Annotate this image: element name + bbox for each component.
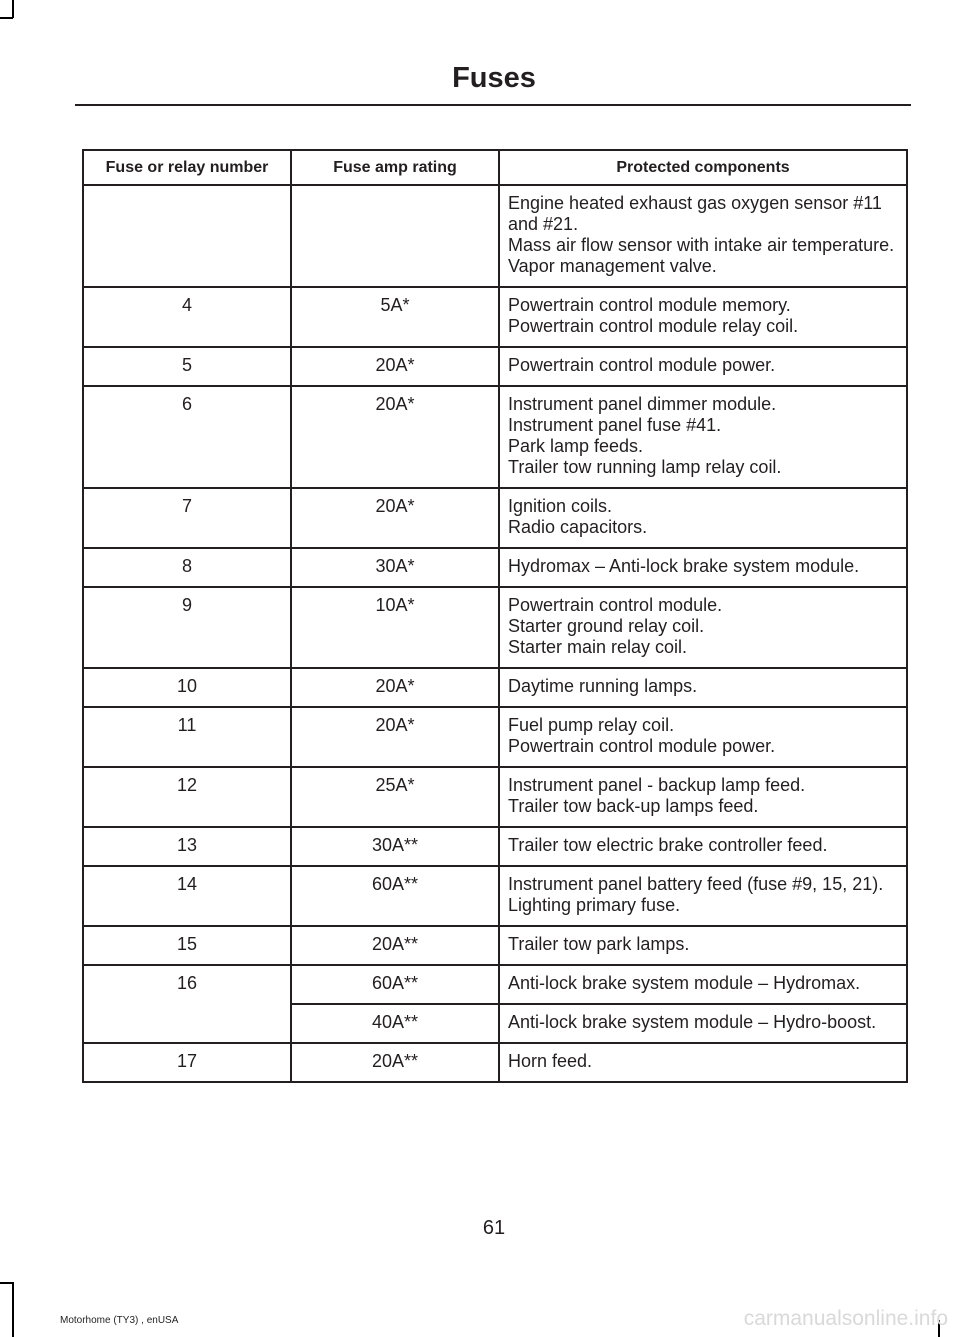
component-line: Trailer tow electric brake controller feed. bbox=[508, 835, 828, 855]
page-title: Fuses bbox=[452, 62, 536, 94]
fuse-number-cell: 9 bbox=[83, 587, 291, 668]
components-cell bbox=[499, 767, 907, 827]
fuse-number-cell bbox=[83, 185, 291, 287]
amp-rating-cell: 5A* bbox=[291, 287, 499, 347]
component-line: Mass air flow sensor with intake air temperature. bbox=[508, 235, 895, 255]
column-header-fuse-number: Fuse or relay number bbox=[83, 150, 291, 185]
components-cell bbox=[499, 965, 907, 1004]
components-cell bbox=[499, 548, 907, 587]
table-row bbox=[83, 386, 907, 488]
components-cell bbox=[499, 287, 907, 347]
component-line: Instrument panel dimmer module. bbox=[508, 394, 777, 414]
component-line: Instrument panel fuse #41. bbox=[508, 415, 722, 435]
component-line: Instrument panel battery feed (fuse #9, 15, 21). bbox=[508, 874, 884, 894]
fuse-number-cell: 12 bbox=[83, 767, 291, 827]
components-cell bbox=[499, 386, 907, 488]
page-number: 61 bbox=[482, 1217, 506, 1239]
components-cell bbox=[499, 347, 907, 386]
table-row bbox=[83, 1043, 907, 1082]
fuse-number-cell: 8 bbox=[83, 548, 291, 587]
component-line: Trailer tow park lamps. bbox=[508, 934, 690, 954]
component-line: Radio capacitors. bbox=[508, 517, 648, 537]
fuse-number-cell: 6 bbox=[83, 386, 291, 488]
table-row bbox=[83, 965, 907, 1004]
table-row bbox=[83, 668, 907, 707]
column-header-amp-rating: Fuse amp rating bbox=[291, 150, 499, 185]
amp-rating-cell: 25A* bbox=[291, 767, 499, 827]
fuse-number-cell: 5 bbox=[83, 347, 291, 386]
component-line: Anti-lock brake system module – Hydromax. bbox=[508, 973, 861, 993]
crop-mark bbox=[0, 1282, 13, 1284]
component-line: Fuel pump relay coil. bbox=[508, 715, 675, 735]
amp-rating-cell: 20A* bbox=[291, 668, 499, 707]
table-row bbox=[83, 926, 907, 965]
fuse-number-cell: 16 bbox=[83, 965, 291, 1043]
table-row bbox=[83, 287, 907, 347]
amp-rating-cell: 30A** bbox=[291, 827, 499, 866]
table-row bbox=[83, 185, 907, 287]
component-line: Horn feed. bbox=[508, 1051, 593, 1071]
component-line: Trailer tow back-up lamps feed. bbox=[508, 796, 759, 816]
component-line: Powertrain control module memory. bbox=[508, 295, 791, 315]
components-cell bbox=[499, 1043, 907, 1082]
footer-text: Motorhome (TY3) , enUSA bbox=[60, 1315, 179, 1326]
amp-rating-cell bbox=[291, 185, 499, 287]
amp-rating-cell: 20A** bbox=[291, 1043, 499, 1082]
amp-rating-cell: 60A** bbox=[291, 965, 499, 1004]
fuse-number-cell: 15 bbox=[83, 926, 291, 965]
table-row bbox=[83, 827, 907, 866]
component-line: Instrument panel - backup lamp feed. bbox=[508, 775, 806, 795]
table-row bbox=[83, 347, 907, 386]
components-cell bbox=[499, 488, 907, 548]
amp-rating-cell: 20A** bbox=[291, 926, 499, 965]
table-row bbox=[83, 587, 907, 668]
table-header-row bbox=[83, 150, 907, 185]
component-line: Powertrain control module power. bbox=[508, 736, 776, 756]
component-line: Daytime running lamps. bbox=[508, 676, 698, 696]
fuse-table bbox=[82, 149, 908, 1083]
components-cell bbox=[499, 827, 907, 866]
title-divider bbox=[75, 104, 911, 106]
crop-mark bbox=[12, 1282, 14, 1337]
crop-mark bbox=[0, 17, 13, 19]
amp-rating-cell: 20A* bbox=[291, 386, 499, 488]
table-row bbox=[83, 548, 907, 587]
table-row bbox=[83, 866, 907, 926]
components-cell bbox=[499, 1004, 907, 1043]
crop-mark bbox=[12, 0, 14, 18]
components-cell bbox=[499, 866, 907, 926]
components-cell bbox=[499, 668, 907, 707]
component-line: Powertrain control module. bbox=[508, 595, 723, 615]
components-cell bbox=[499, 185, 907, 287]
table-row bbox=[83, 707, 907, 767]
component-line: Hydromax – Anti-lock brake system module. bbox=[508, 556, 860, 576]
component-line: Park lamp feeds. bbox=[508, 436, 644, 456]
fuse-number-cell: 4 bbox=[83, 287, 291, 347]
watermark: carmanualsonline.info bbox=[743, 1307, 948, 1330]
component-line: Powertrain control module power. bbox=[508, 355, 776, 375]
fuse-number-cell: 10 bbox=[83, 668, 291, 707]
amp-rating-cell: 20A* bbox=[291, 488, 499, 548]
component-line: Trailer tow running lamp relay coil. bbox=[508, 457, 782, 477]
fuse-number-cell: 13 bbox=[83, 827, 291, 866]
component-line: Starter main relay coil. bbox=[508, 637, 688, 657]
component-line: Starter ground relay coil. bbox=[508, 616, 705, 636]
amp-rating-cell: 20A* bbox=[291, 347, 499, 386]
component-line: Engine heated exhaust gas oxygen sensor #11 and #21. bbox=[508, 193, 882, 234]
fuse-number-cell: 17 bbox=[83, 1043, 291, 1082]
component-line: Ignition coils. bbox=[508, 496, 613, 516]
component-line: Anti-lock brake system module – Hydro-boost. bbox=[508, 1012, 877, 1032]
amp-rating-cell: 30A* bbox=[291, 548, 499, 587]
component-line: Powertrain control module relay coil. bbox=[508, 316, 799, 336]
table-row bbox=[83, 488, 907, 548]
fuse-number-cell: 14 bbox=[83, 866, 291, 926]
component-line: Vapor management valve. bbox=[508, 256, 717, 276]
amp-rating-cell: 10A* bbox=[291, 587, 499, 668]
component-line: Lighting primary fuse. bbox=[508, 895, 681, 915]
table-row bbox=[83, 767, 907, 827]
amp-rating-cell: 60A** bbox=[291, 866, 499, 926]
amp-rating-cell: 20A* bbox=[291, 707, 499, 767]
column-header-protected-components: Protected components bbox=[499, 150, 907, 185]
fuse-number-cell: 7 bbox=[83, 488, 291, 548]
components-cell bbox=[499, 587, 907, 668]
components-cell bbox=[499, 926, 907, 965]
amp-rating-cell: 40A** bbox=[291, 1004, 499, 1043]
fuse-number-cell: 11 bbox=[83, 707, 291, 767]
components-cell bbox=[499, 707, 907, 767]
